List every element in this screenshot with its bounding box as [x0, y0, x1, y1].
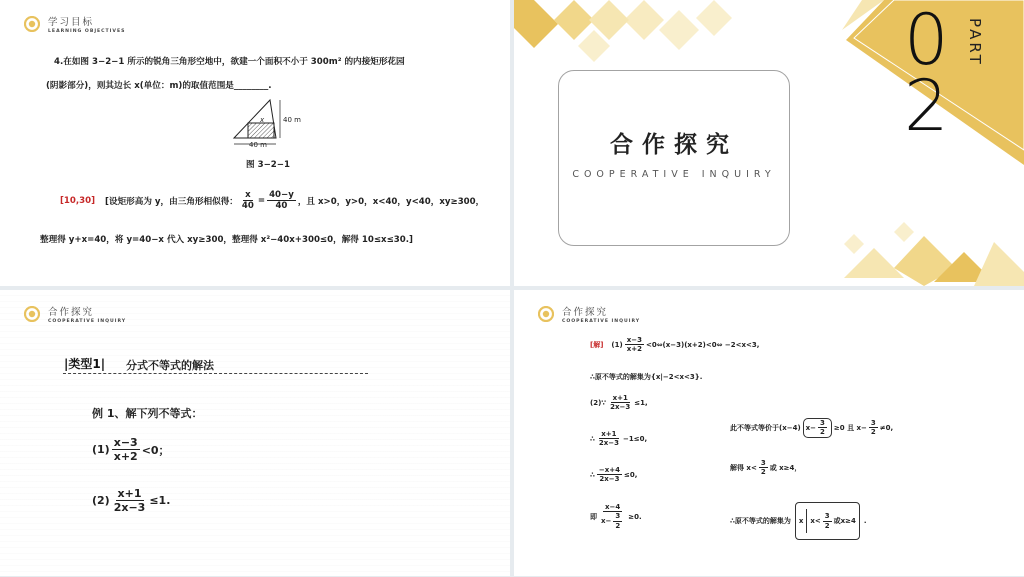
- fraction: $\frac{x-3}{x+2}$: [626, 336, 642, 354]
- part-label: PART: [966, 18, 984, 67]
- decor-squares-bottom: [844, 222, 1024, 286]
- section-title: 合作探究: [610, 132, 738, 158]
- jie-tag: [解]: [590, 340, 604, 349]
- answer-tag: [10,30]: [60, 195, 96, 206]
- fraction: $\frac{x+1}{2x-3}$: [610, 394, 631, 412]
- example-title: 例 1、解下列不等式：: [92, 407, 203, 420]
- section-subtitle: COOPERATIVE INQUIRY: [572, 169, 776, 180]
- solution-line-1: [10,30] [设矩形高为 y，由三角形相似得： $\frac{x}{40}$ = $\frac{40-y}{40}$ ，且 x>0，y>0，x<40，y<40，xy≥300，: [60, 190, 485, 212]
- problem-2: (2) $\frac{x+1}{2x-3}$ ≤1.: [92, 487, 171, 515]
- slide-type-1[interactable]: [0, 290, 510, 576]
- slide-learning-objectives[interactable]: [0, 0, 510, 286]
- solution-step-1: [解] (1) $\frac{x-3}{x+2}$ <0⇔(x−3)(x+2)<0⇔ −2<x<3,: [590, 336, 760, 354]
- fraction: $\frac{-x+4}{2x-3}$: [598, 466, 620, 484]
- decor-squares-top: [514, 0, 734, 80]
- solution-step-2: ∴原不等式的解集为{x|−2<x<3}.: [590, 373, 703, 381]
- header-subtitle: COOPERATIVE INQUIRY: [48, 319, 127, 324]
- fraction: $\frac{40-y}{40}$: [269, 190, 294, 212]
- type-label: |类型1|: [64, 357, 106, 371]
- solution-right-1: 此不等式等价于(x−4) x− $\frac{3}{2}$ ≥0 且 x− $\frac{3}{2}$ ≠0,: [730, 419, 894, 437]
- header-subtitle: COOPERATIVE INQUIRY: [562, 319, 641, 324]
- logo-icon: [24, 306, 40, 322]
- type-title: 分式不等式的解法: [126, 359, 214, 372]
- solution-step-3: (2)∵ $\frac{x+1}{2x-3}$ ≤1,: [590, 394, 648, 412]
- figure-label-x: x: [260, 116, 265, 124]
- bracket: x− $\frac{3}{2}$: [803, 418, 832, 438]
- header-title: 合作探究: [48, 307, 95, 318]
- slide-solution[interactable]: [514, 290, 1024, 576]
- question-line-2: (阴影部分)，则其边长 x(单位：m)的取值范围是________.: [46, 81, 272, 91]
- triangle-figure: [228, 96, 310, 152]
- header-subtitle: LEARNING OBJECTIVES: [48, 29, 126, 34]
- figure-label-side: 40 m: [283, 116, 301, 124]
- fraction: $\frac{x+1}{2x-3}$: [113, 487, 146, 515]
- slide-section-cover[interactable]: [514, 0, 1024, 286]
- solution-right-3: ∴原不等式的解集为 x x< $\frac{3}{2}$ 或x≥4 .: [730, 502, 867, 540]
- figure-label-base: 40 m: [249, 141, 267, 149]
- title-card: [558, 70, 790, 246]
- solution-step-6: 即 x−4 x− $\frac{3}{2}$ ≥0.: [590, 503, 642, 530]
- header-title: 学习目标: [48, 17, 95, 28]
- solution-set: x x< $\frac{3}{2}$ 或x≥4: [795, 502, 860, 540]
- header-title: 合作探究: [562, 307, 609, 318]
- logo-icon: [24, 16, 40, 32]
- fraction: $\frac{x-3}{x+2}$: [113, 436, 138, 464]
- divider: [63, 373, 368, 374]
- logo-icon: [538, 306, 554, 322]
- lined-background: [0, 290, 510, 576]
- question-line-1: 4.在如图 3−2−1 所示的锐角三角形空地中，欲建一个面积不小于 300m² 的内接矩形花园: [54, 57, 405, 67]
- part-number: 0 2: [904, 0, 949, 147]
- solution-line-2: 整理得 y+x=40，将 y=40−x 代入 xy≥300，整理得 x²−40x+300≤0，解得 10≤x≤30.]: [40, 235, 413, 245]
- figure-caption: 图 3−2−1: [246, 160, 290, 170]
- problem-1: (1) $\frac{x-3}{x+2}$ <0；: [92, 436, 170, 464]
- solution-step-5: ∴ $\frac{-x+4}{2x-3}$ ≤0,: [590, 466, 638, 484]
- fraction: $\frac{x}{40}$: [241, 190, 254, 212]
- solution-step-4: ∴ $\frac{x+1}{2x-3}$ −1≤0,: [590, 430, 648, 448]
- fraction: $\frac{x+1}{2x-3}$: [598, 430, 619, 448]
- solution-right-2: 解得 x< $\frac{3}{2}$ 或 x≥4，: [730, 459, 802, 477]
- fraction: x−4 x− $\frac{3}{2}$: [601, 503, 621, 530]
